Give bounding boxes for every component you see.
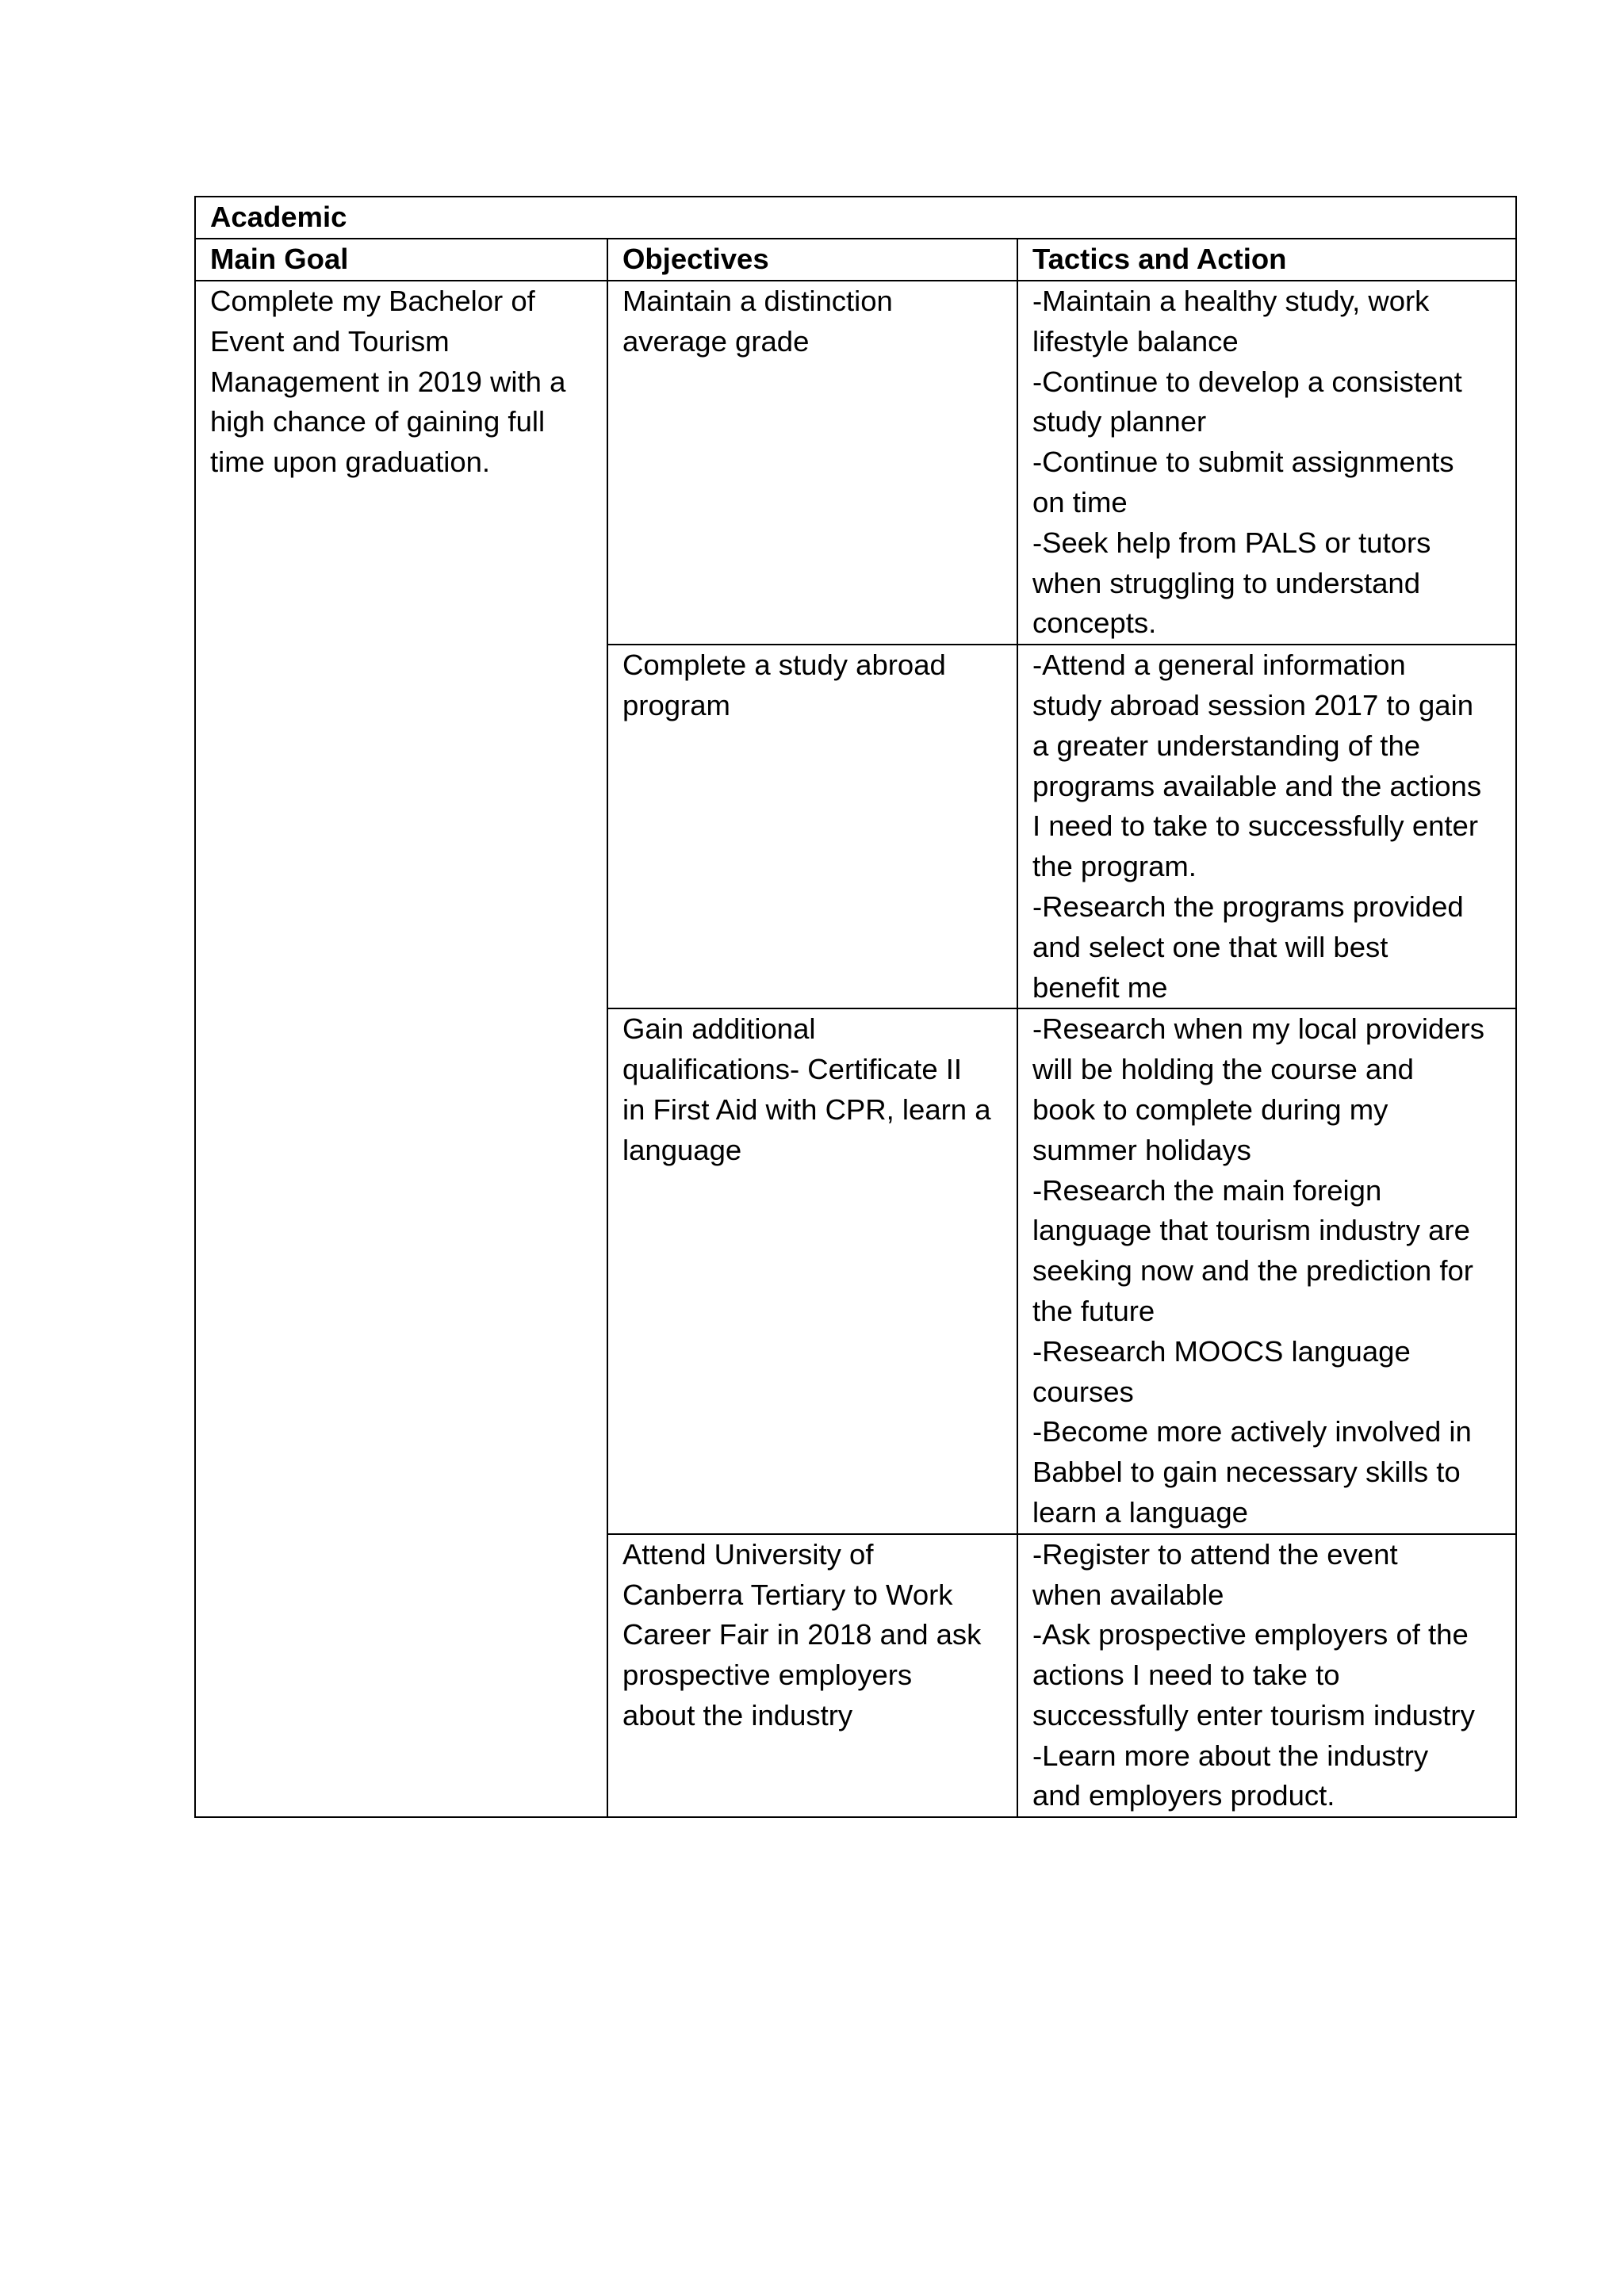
objective-line: Complete a study abroad bbox=[622, 649, 946, 682]
header-row bbox=[195, 239, 1516, 281]
tactic-line: Babbel to gain necessary skills to bbox=[1032, 1456, 1461, 1489]
objective-line: language bbox=[622, 1133, 742, 1166]
header-tactics: Tactics and Action bbox=[1017, 239, 1516, 281]
section-row bbox=[195, 197, 1516, 239]
academic-plan-table bbox=[194, 196, 1517, 1818]
tactic-line: -Learn more about the industry bbox=[1032, 1739, 1429, 1772]
tactic-line: -Research when my local providers bbox=[1032, 1012, 1485, 1046]
tactics-cell bbox=[1017, 1008, 1516, 1533]
tactic-line: -Research MOOCS language bbox=[1032, 1334, 1411, 1368]
tactics-cell bbox=[1017, 1534, 1516, 1818]
tactic-line: successfully enter tourism industry bbox=[1032, 1698, 1475, 1732]
objective-line: prospective employers bbox=[622, 1659, 913, 1692]
objective-cell bbox=[607, 645, 1017, 1008]
tactic-line: I need to take to successfully enter bbox=[1032, 809, 1479, 843]
tactic-line: a greater understanding of the bbox=[1032, 729, 1421, 762]
tactic-line: -Ask prospective employers of the bbox=[1032, 1618, 1469, 1651]
tactic-line: language that tourism industry are bbox=[1032, 1214, 1470, 1247]
header-objectives: Objectives bbox=[607, 239, 1017, 281]
tactic-line: -Register to attend the event bbox=[1032, 1537, 1398, 1571]
tactic-line: -Research the main foreign bbox=[1032, 1173, 1382, 1207]
tactic-line: the future bbox=[1032, 1294, 1155, 1327]
main-goal-line: high chance of gaining full bbox=[210, 405, 546, 438]
tactic-line: -Seek help from PALS or tutors bbox=[1032, 526, 1431, 559]
tactic-line: -Attend a general information bbox=[1032, 649, 1406, 682]
tactic-line: summer holidays bbox=[1032, 1133, 1251, 1166]
main-goal-line: Complete my Bachelor of bbox=[210, 285, 535, 317]
objective-line: qualifications- Certificate II bbox=[622, 1053, 963, 1086]
tactic-line: study planner bbox=[1032, 405, 1207, 438]
tactic-line: on time bbox=[1032, 485, 1128, 519]
objective-line: Attend University of bbox=[622, 1537, 874, 1571]
tactic-line: -Maintain a healthy study, work bbox=[1032, 285, 1430, 317]
objective-line: average grade bbox=[622, 324, 810, 358]
objective-line: Canberra Tertiary to Work bbox=[622, 1578, 953, 1611]
tactic-line: when struggling to understand bbox=[1032, 566, 1421, 599]
tactic-line: programs available and the actions bbox=[1032, 769, 1482, 802]
objective-line: program bbox=[622, 688, 730, 721]
tactic-line: study abroad session 2017 to gain bbox=[1032, 688, 1474, 721]
tactic-line: seeking now and the prediction for bbox=[1032, 1254, 1473, 1288]
main-goal-cell bbox=[195, 281, 607, 1817]
tactic-line: and select one that will best bbox=[1032, 930, 1388, 963]
objective-line: Maintain a distinction bbox=[622, 285, 893, 317]
tactics-cell bbox=[1017, 645, 1516, 1008]
main-goal-line: time upon graduation. bbox=[210, 446, 491, 479]
objective-cell bbox=[607, 281, 1017, 645]
tactic-line: -Continue to submit assignments bbox=[1032, 446, 1454, 479]
tactic-line: when available bbox=[1032, 1578, 1224, 1611]
main-goal-line: Management in 2019 with a bbox=[210, 365, 566, 398]
tactic-line: actions I need to take to bbox=[1032, 1659, 1340, 1692]
objective-cell bbox=[607, 1534, 1017, 1818]
tactic-line: -Continue to develop a consistent bbox=[1032, 365, 1462, 398]
tactic-line: and employers product. bbox=[1032, 1779, 1335, 1812]
tactic-line: -Research the programs provided bbox=[1032, 890, 1464, 923]
tactic-line: concepts. bbox=[1032, 607, 1157, 640]
header-main-goal: Main Goal bbox=[195, 239, 607, 281]
tactic-line: learn a language bbox=[1032, 1495, 1248, 1529]
tactic-line: book to complete during my bbox=[1032, 1093, 1388, 1126]
tactic-line: courses bbox=[1032, 1375, 1134, 1408]
objective-cell bbox=[607, 1008, 1017, 1533]
objective-line: about the industry bbox=[622, 1698, 853, 1732]
table-row bbox=[195, 281, 1516, 645]
tactic-line: the program. bbox=[1032, 850, 1197, 883]
objective-line: Career Fair in 2018 and ask bbox=[622, 1618, 982, 1651]
tactic-line: will be holding the course and bbox=[1032, 1053, 1414, 1086]
section-title: Academic bbox=[195, 197, 1516, 239]
tactic-line: -Become more actively involved in bbox=[1032, 1415, 1472, 1448]
tactics-cell bbox=[1017, 281, 1516, 645]
main-goal-line: Event and Tourism bbox=[210, 324, 450, 358]
objective-line: Gain additional bbox=[622, 1012, 816, 1046]
tactic-line: benefit me bbox=[1032, 970, 1168, 1004]
tactic-line: lifestyle balance bbox=[1032, 324, 1239, 358]
objective-line: in First Aid with CPR, learn a bbox=[622, 1093, 991, 1126]
